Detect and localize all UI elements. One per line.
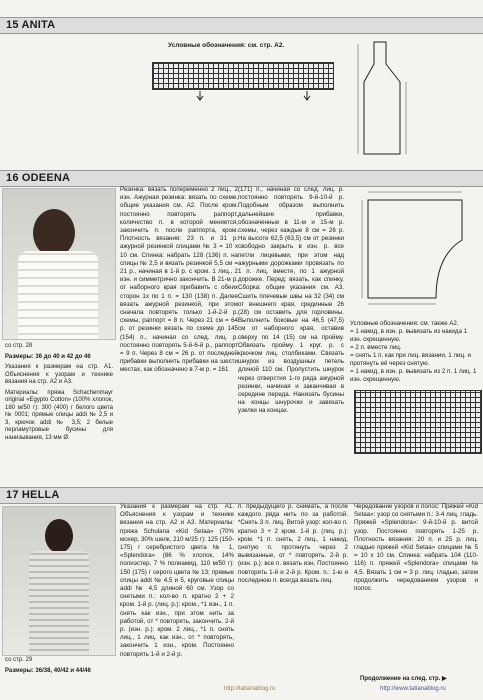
hella-col-1: Указания к размерам на стр. А1. Объяснения к узорам и технике вязания на стр. А2 и А3. Материалы: пряжа Schulana «Kid Setaa» (70% мохер, 30% шелк, 210 м/25 г): 125 (150-175) г серебристого цвета № 1, «Splendora» (86 % хлопок, 14% полиэстер, 7 % полиамид, 110 м/50 г): 150 (175) г серого цвета № 13; прямые спицы addi № 4,5 и 5, круговые спицы addi № 4,5 длиной 60 см. Узор со снятыми п.: кол-во п. кратно 2 + 2 кром. 1-й р. (лиц. р.): кром., *1 изн., 1 п. снять как изн., при этом нить за работой, от * повторять, закончить. 2-й р. (изн. р.): кром. 2 лиц., *1 п. снять лиц., 1 лиц. как изн., от * повторять, закончить 1 изн., кром. Постоянно повторять 1-й и 2-й р. (120, 503, 234, 658)
continued-note: Продолжение на след. стр. ▶ (360, 676, 447, 682)
legend-title: Условные обозначения: см. также А2. (350, 320, 459, 327)
legend-item-3: = снять 1 п. как при лиц. вязании, 1 лиц. и протянуть её через снятую. (350, 352, 471, 367)
sizes-label: Размеры: 36 до 40 и 42 до 46 (5, 353, 91, 360)
arrow-marks (195, 91, 315, 103)
watermark: http://tatianablog.ru (224, 686, 276, 692)
legend-item-2: = 2 п. вместе лиц. (350, 344, 402, 351)
size-instructions: Указания к размерам на стр. А1. Объяснения к узорам и технике вязания на стр. А2 и А3. (5, 364, 113, 385)
legend-item-1: = 1 накид, в изн. р. вывязать из накида 1 изн. скрещенную. (350, 328, 468, 343)
knit-chart-anita (152, 62, 334, 90)
photo-page-ref: со стр. 28 (5, 343, 33, 349)
section-header-hella: 17 HELLA (0, 487, 483, 504)
knit-chart-odeena (354, 390, 482, 454)
legend-item-4: = 1 накид, в изн. р. вывязать из 2 п. 1 лиц. 1 изн. скрещенную. (350, 368, 477, 383)
instructions-col-3: (171) п., начиная со след. лиц. р. постоянно повторять 9-й-10-й р. Подобным образом выполнить дальнейшие прибавки, обозначенные в 11-м и 15-м р. схемы, через каждые 8 см = 26 р. На высоте 62,5 (63,5) см от резинки свободно закрыть в изн. р. все петли лицевыми, при этом над ажурными дорожками провязать по 1 п. лиц. вместе, по 1 ажурной дорожке. Перед: вязать, как спинку. Сборка: общие указания см. А3. Сшить плечевые швы на 32 (34) см от внешнего края, срединные 26 (28) см оставить для горловины. Выполнить боковые на 46,5 (47,5) см от наборного края, оставив сверху по 14 (15) см на пройму. Обвязать пройму 1 круг. р. с крючком лиц. столбиками. Связать шнурок из воздушных петель длиной 110 см. Пропустить шнурок через отверстия 1-го ряда ажурной резинки, начиная и заканчивая в середине переда. Нанизать бусины на концы шнурочки и завязать узелки на концах. (238, 186, 344, 415)
section-header-odeena: 16 ODEENA (0, 170, 483, 187)
hella-col-2: п. предыдущего р. снимать, а после каждого ряда нить по за работой. *Снять 3 п. лиц. Витой узор: кол-во п. кратно 3 + 2 кром. 1-й р. (лиц. р.): кром. *1 п. снять, 2 лиц., 1 накид, снятую п. протянуть через 2 вывязанные, от * повторять. 2-й р. (изн. р.): все п. вязать изн. Постоянно повторять 1-й и 2-й р. Кром. п.: 1-ю и последнюю п. всегда вязать лиц. (238, 503, 348, 584)
schematic-anita (346, 34, 424, 166)
hella-col-3: Чередование узоров и полос: Пряжей «Kid Setaa»: узор со снятыми п.: 3-4 лиц. гладь. Пряжей «Splendora»: 9-й-10-й р. витой узор. Постоянно повторять 1-25 р. Плотность вязания: 20 п. и 25 р. лиц. гладью пряжей «Kid Setaa» спицами № 5 = 10 х 10 см. Спинка: набрать 104 (110-116) п. пряжей «Splendora» спицами № 4,5. Вязать 1 см = 3 р. лиц. гладью, затем продолжить чередованием узоров и полос. (354, 503, 478, 593)
model-photo-odeena (2, 188, 116, 340)
watermark-2: http://www.tatianablog.ru (380, 686, 446, 692)
section-header-anita: 15 ANITA (0, 17, 483, 34)
materials-text: Материалы: пряжа Schachenmayr original «Egypto Cotton» (100% хлопок, 180 м/50 г): 300 (400) г белого цвета № 0001; прямые спицы addi № 2,5 и 3, крючок addi № 3,5; 2 белые перламутровые бусины для нанизывания, 13 мм Ø. (5, 389, 113, 441)
sizes-label-hella: Размеры: 36/38, 40/42 и 44/46 (5, 667, 91, 674)
schematic-odeena (350, 186, 480, 310)
instructions-col-2: Резинка: вязать попеременно 2 лиц., 2 изн. Ажурная резинка: вязать по схеме, общие указания см. А2. После кром. постоянно повторять раппорт, количество п. в которой меняется, закончить п. после раппорта, кром. Плотность вязания: 23 п. и 31 р. ажурной резинкой спицами № 3 = 10 х 10 см. Спинка: набрать 128 (136) п. на спицы № 2,5 и вязать резинкой 5,5 см = 21 р., начиная в 1-й р. с кром. 1 лиц., 2 изн. и симметрично закончить. В 21-м р. от наборного края прибавить с обеих сторон 1х по 1 п. = 130 (138) п. Далее вязать ажурной резинкой, при этом сначала повторять только 1-й-2-й р. схемы, раппорт = 8 п. Через 21 см = 64 р. от резинки вязать по схеме до 145 (154) п., начиная со след. лиц. р. постоянно повторять 5-й-6-й р., раппорт = 9 п. Через 8 см = 26 р. от последней прибавки выполнить прибавки на шести местах, как обозначено в 7-м р. = 161 (120, 186, 238, 374)
model-photo-hella (2, 506, 116, 656)
photo-page-ref-hella: со стр. 29 (5, 657, 33, 663)
legend-label: Условные обозначения: см. стр. А2. (168, 42, 285, 49)
